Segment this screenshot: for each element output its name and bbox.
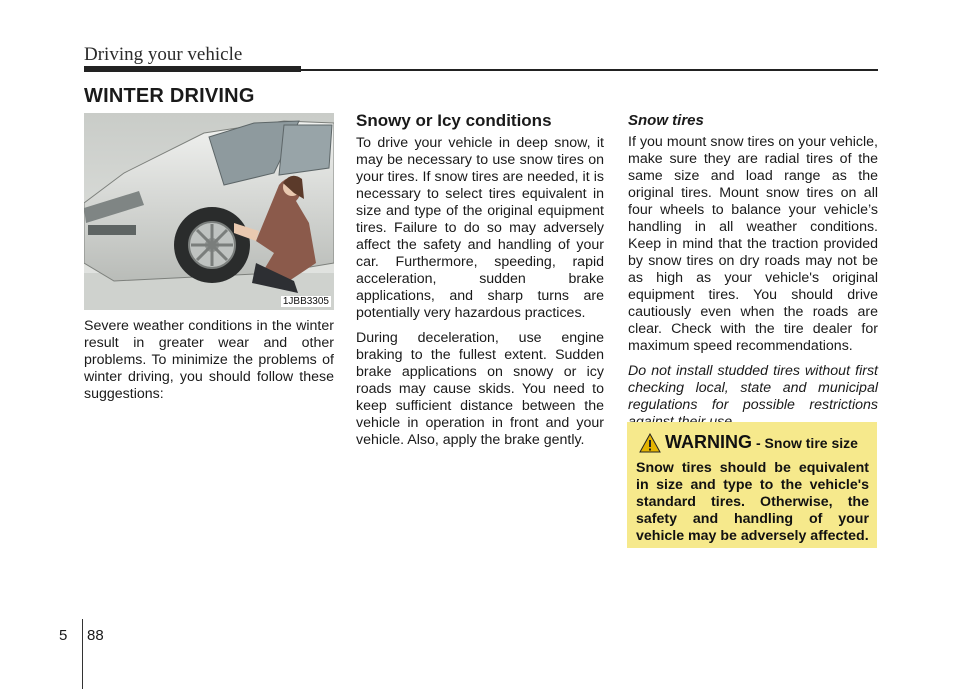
page-number-rule <box>82 619 83 689</box>
column-1 <box>84 318 334 411</box>
warning-triangle-icon <box>639 433 661 453</box>
warning-body: Snow tires should be equivalent in size and type to the vehicle's standard tires. Otherwise, the safety and handling of your vehicle may be adversely affected. <box>636 460 869 544</box>
photo-code: 1JBB3305 <box>282 296 329 307</box>
intro-paragraph: Severe weather conditions in the winter result in greater wear and other problems. To minimize the problems of winter driving, you should follow these suggestions: <box>84 318 334 402</box>
snowy-icy-paragraph-2: During deceleration, use engine braking to the fullest extent. Sudden brake applications on snowy or icy roads may cause skids. You need to keep sufficient distance between the vehicle in operation in front and your vehicle. Also, apply the brake gently. <box>356 330 604 448</box>
header-rule <box>84 69 878 71</box>
warning-header <box>636 432 869 453</box>
section-title: WINTER DRIVING <box>84 85 255 107</box>
car-tire-photo <box>84 113 334 310</box>
snowy-icy-paragraph-1: To drive your vehicle in deep snow, it may be necessary to use snow tires on your tires. If snow tires are needed, it is necessary to select tires equivalent in size and type of the original equipment tires. Failure to do so may adversely affect the safety and handling of your car. Furthermore, speeding, rapid acceleration, sudden brake applications, and sharp turns are potentially very hazardous practices. <box>356 135 604 321</box>
header-title: Driving your vehicle <box>84 44 243 65</box>
column-2 <box>356 112 604 457</box>
warning-box <box>627 422 877 548</box>
snow-tires-paragraph-2: Do not install studded tires without first checking local, state and municipal regulations for possible restrictions <box>628 363 878 413</box>
page-number: 88 <box>87 627 104 644</box>
warning-label: WARNING <box>665 432 752 452</box>
warning-subtitle: - Snow tire size <box>756 434 858 451</box>
snow-tires-heading: Snow tires <box>628 112 704 129</box>
snowy-icy-heading: Snowy or Icy conditions <box>356 111 552 130</box>
chapter-number: 5 <box>59 627 68 644</box>
snow-tires-paragraph-1: If you mount snow tires on your vehicle, make sure they are radial tires of the same size and load range as the original tires. Mount snow tires on all four wheels to balance your vehicle’s handling in all weather conditions. Keep in mind that the traction provided by snow tires on dry roads may not be as high as your vehicle's original equipment tires. You should drive cautiously even when the roads are clear. Check with the tire dealer for maximum speed recommendations. <box>628 134 878 354</box>
column-3 <box>628 112 878 439</box>
car-illustration <box>84 113 334 310</box>
